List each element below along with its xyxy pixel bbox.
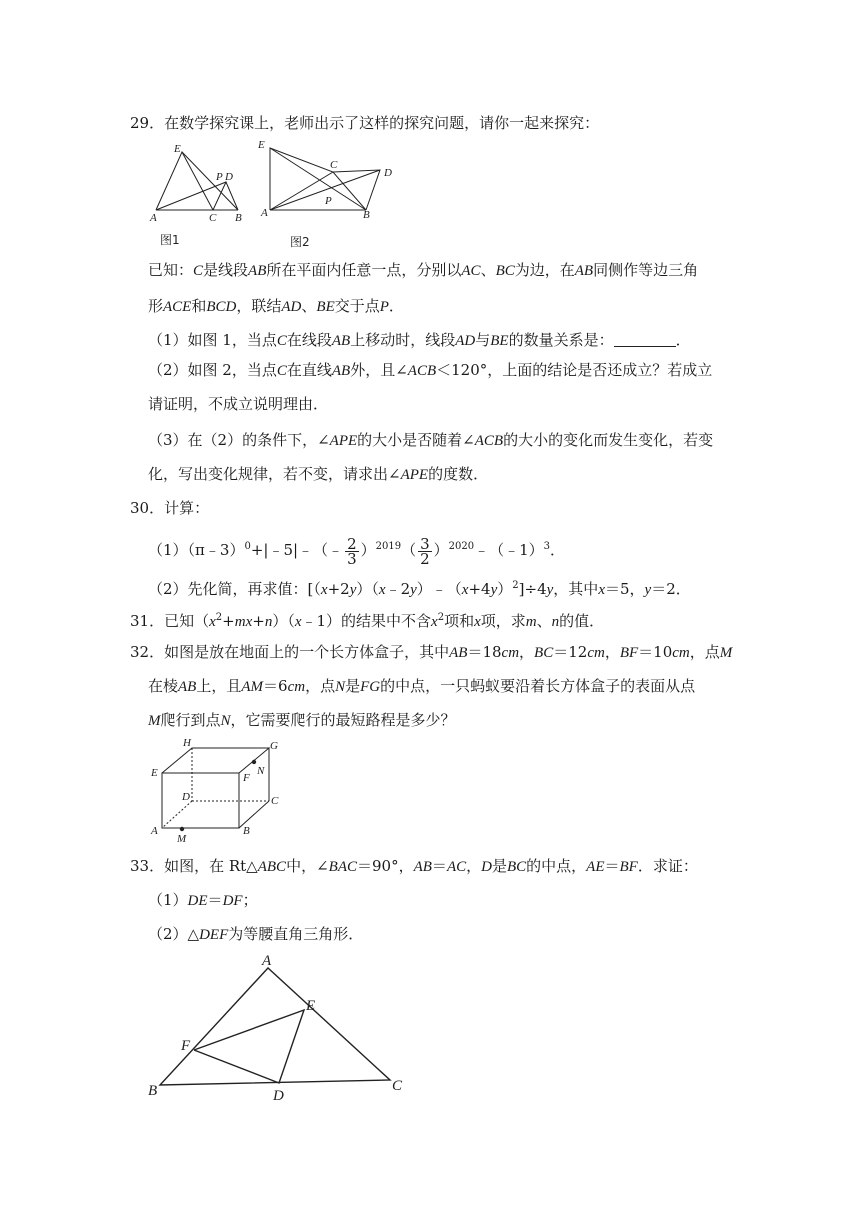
q29-stem: 29．在数学探究课上，老师出示了这样的探究问题，请你一起来探究： [130,114,600,132]
fig2-label-C: C [330,159,338,171]
fig1-label-A: A [150,212,157,224]
box-label-D: D [182,791,190,803]
q33-part1: （1）DE＝DF； [148,891,258,909]
q33-line1: 33．如图，在 Rt△ABC中，∠BAC＝90°，AB＝AC，D是BC的中点，AE＝BF．求证： [130,857,698,875]
fig2-label-A: A [261,207,268,219]
q32-box-figure [148,736,288,846]
box-label-G: G [270,740,278,752]
box-label-N: N [257,765,265,777]
q29-part2-line2: 请证明，不成立说明理由． [148,395,329,413]
tri-label-F: F [181,1038,191,1054]
q29-known-line2: 形ACE和BCD，联结AD、BE交于点P． [148,297,404,315]
q30-part1: （1）（π﹣3）$^0$+|﹣5|﹣（﹣ $\frac{2}{3}$ ）$^{2019}$（ $\frac{3}{2}$ ）$^{2020}$﹣（﹣1）$^3$． [148,534,566,568]
tri-label-B: B [148,1083,158,1099]
q31-stem: 31．已知$(x^2+mx+n)(x﹣1)$的结果中不含$x^2$项和x项，求m、n的值． [130,612,605,630]
tri-label-E: E [306,998,316,1014]
q32-line2: 在棱AB上，且AM＝6cm，点N是FG的中点，一只蚂蚁要沿着长方体盒子的表面从点 [148,677,696,695]
fig2-caption: 图2 [290,235,310,249]
q33-part2: （2）△DEF为等腰直角三角形． [148,925,364,943]
fig1-label-D: D [225,171,233,183]
q29-figure-1 [150,140,250,250]
box-label-A: A [151,825,158,837]
q30-part2: （2）先化简，再求值：$[(x+2y)(x﹣2y)﹣(x+4y)^2]\div 4y$，其中x＝5，y＝2． [148,580,691,598]
fraction-2-3: $\frac{2}{3}$ [347,534,357,568]
fig1-label-P: P [216,171,223,183]
fig2-label-E: E [258,139,265,151]
fig1-caption: 图1 [160,233,180,247]
q29-known-line1: 已知：C是线段AB所在平面内任意一点，分别以AC、BC为边，在AB同侧作等边三角 [148,261,699,279]
q29-part3-line2: 化，写出变化规律，若不变，请求出∠APE的度数． [148,465,489,483]
q29-part1: （1）如图 1，当点C在线段AB上移动时，线段AD与BE的数量关系是： ． [148,331,691,349]
q32-line1: 32．如图是放在地面上的一个长方体盒子，其中AB＝18cm，BC＝12cm，BF＝10cm，点M [130,643,733,661]
fraction-3-2: $\frac{3}{2}$ [420,534,430,568]
tri-label-A: A [262,953,272,969]
fig1-label-B: B [235,212,242,224]
tri-label-C: C [392,1078,403,1094]
box-label-F: F [243,772,250,784]
tri-label-D: D [273,1088,284,1104]
fig2-label-B: B [363,209,370,221]
q30-stem: 30．计算： [130,499,210,517]
box-label-C: C [271,795,279,807]
q29-part2-line1: （2）如图 2，当点C在直线AB外，且∠ACB＜120°，上面的结论是否还成立？若成立 [148,361,713,379]
q32-line3: M爬行到点N，它需要爬行的最短路程是多少？ [148,711,456,729]
q29-figure-2 [258,136,398,251]
answer-blank[interactable] [614,332,676,347]
box-label-H: H [183,737,191,749]
q33-triangle-figure [145,950,415,1105]
q29-part3-line1: （3）在（2）的条件下，∠APE的大小是否随着∠ACB的大小的变化而发生变化，若变 [148,431,714,449]
fig2-label-D: D [384,167,392,179]
fig1-label-E: E [174,143,181,155]
box-label-M: M [177,833,187,845]
box-label-E: E [151,767,158,779]
box-label-B: B [243,825,250,837]
fig1-label-C: C [209,212,217,224]
fig2-label-P: P [325,195,332,207]
